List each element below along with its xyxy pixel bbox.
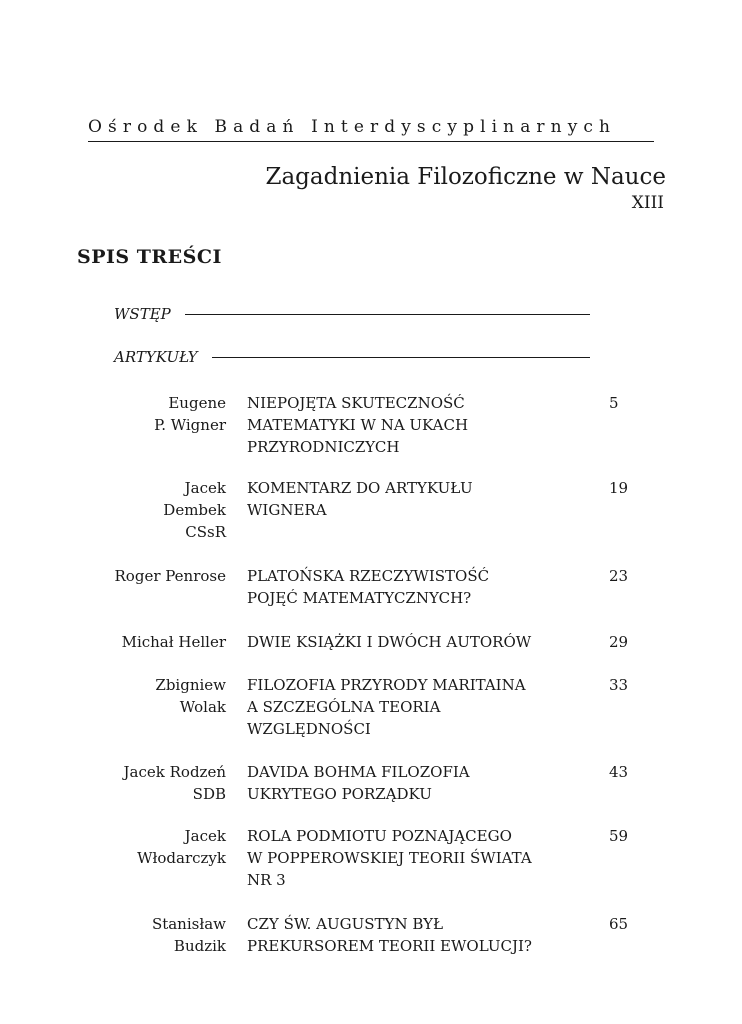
section-label: ARTYKUŁY	[114, 348, 198, 366]
entry-page-number: 5	[609, 394, 619, 412]
entry-page-number: 23	[609, 567, 629, 585]
author-line: Włodarczyk	[137, 849, 226, 867]
entry-page-number: 19	[609, 479, 629, 497]
author-line: Stanisław	[151, 915, 226, 933]
author-line: Budzik	[173, 937, 226, 955]
title-line: DWIE KSIĄŻKI I DWÓCH AUTORÓW	[247, 633, 532, 651]
entry-title	[247, 631, 617, 653]
entry-page-number: 65	[609, 915, 629, 933]
author-line: Jacek	[184, 827, 226, 845]
title-line: FILOZOFIA PRZYRODY MARITAINA	[247, 676, 526, 694]
entry-title	[247, 913, 617, 957]
entry-author	[100, 761, 226, 805]
title-line: POJĘĆ MATEMATYCZNYCH?	[247, 589, 472, 607]
entry-author	[100, 392, 226, 436]
entry-title	[247, 565, 617, 609]
title-line: NR 3	[247, 871, 286, 889]
author-line: Jacek Rodzeń	[123, 763, 226, 781]
entry-page-number: 59	[609, 827, 629, 845]
title-line: MATEMATYKI W NA UKACH	[247, 416, 469, 434]
entry-page-number: 29	[609, 633, 629, 651]
journal-volume: XIII	[631, 193, 664, 213]
title-line: A SZCZEGÓLNA TEORIA	[247, 698, 441, 716]
entry-title	[247, 761, 617, 805]
title-line: PRZYRODNICZYCH	[247, 438, 400, 456]
journal-title: Zagadnienia Filozoficzne w Nauce	[265, 164, 666, 190]
title-line: KOMENTARZ DO ARTYKUŁU	[247, 479, 473, 497]
author-line: Roger Penrose	[114, 567, 226, 585]
entry-author	[100, 674, 226, 718]
author-line: Michał Heller	[121, 633, 226, 651]
entry-page-number: 43	[609, 763, 629, 781]
title-line: UKRYTEGO PORZĄDKU	[247, 785, 432, 803]
author-line: Zbigniew	[155, 676, 226, 694]
title-line: WZGLĘDNOŚCI	[247, 720, 371, 738]
author-line: Dembek	[163, 501, 226, 519]
entry-author	[100, 477, 226, 543]
title-line: CZY ŚW. AUGUSTYN BYŁ	[247, 915, 444, 933]
entry-title	[247, 825, 617, 891]
author-line: CSsR	[185, 523, 226, 541]
section-articles[interactable]	[114, 348, 590, 366]
author-line: SDB	[192, 785, 226, 803]
entry-title	[247, 477, 617, 521]
toc-heading: SPIS TREŚCI	[77, 246, 222, 268]
entry-title	[247, 674, 617, 740]
entry-author	[100, 825, 226, 869]
title-line: W POPPEROWSKIEJ TEORII ŚWIATA	[247, 849, 532, 867]
entry-author	[100, 631, 226, 653]
section-label: WSTĘP	[114, 305, 171, 323]
author-line: Jacek	[184, 479, 226, 497]
section-rule	[212, 357, 590, 358]
section-intro[interactable]	[114, 305, 590, 323]
title-line: PLATOŃSKA RZECZYWISTOŚĆ	[247, 567, 490, 585]
entry-author	[100, 913, 226, 957]
entry-page-number: 33	[609, 676, 629, 694]
title-line: PREKURSOREM TEORII EWOLUCJI?	[247, 937, 532, 955]
title-line: DAVIDA BOHMA FILOZOFIA	[247, 763, 470, 781]
title-line: WIGNERA	[247, 501, 327, 519]
author-line: P. Wigner	[154, 416, 226, 434]
title-line: ROLA PODMIOTU POZNAJĄCEGO	[247, 827, 512, 845]
author-line: Wolak	[179, 698, 226, 716]
institute-name: Ośrodek Badań Interdyscyplinarnych	[88, 117, 654, 142]
author-line: Eugene	[168, 394, 226, 412]
section-rule	[185, 314, 590, 315]
title-line: NIEPOJĘTA SKUTECZNOŚĆ	[247, 394, 465, 412]
entry-author	[100, 565, 226, 587]
entry-title	[247, 392, 617, 458]
